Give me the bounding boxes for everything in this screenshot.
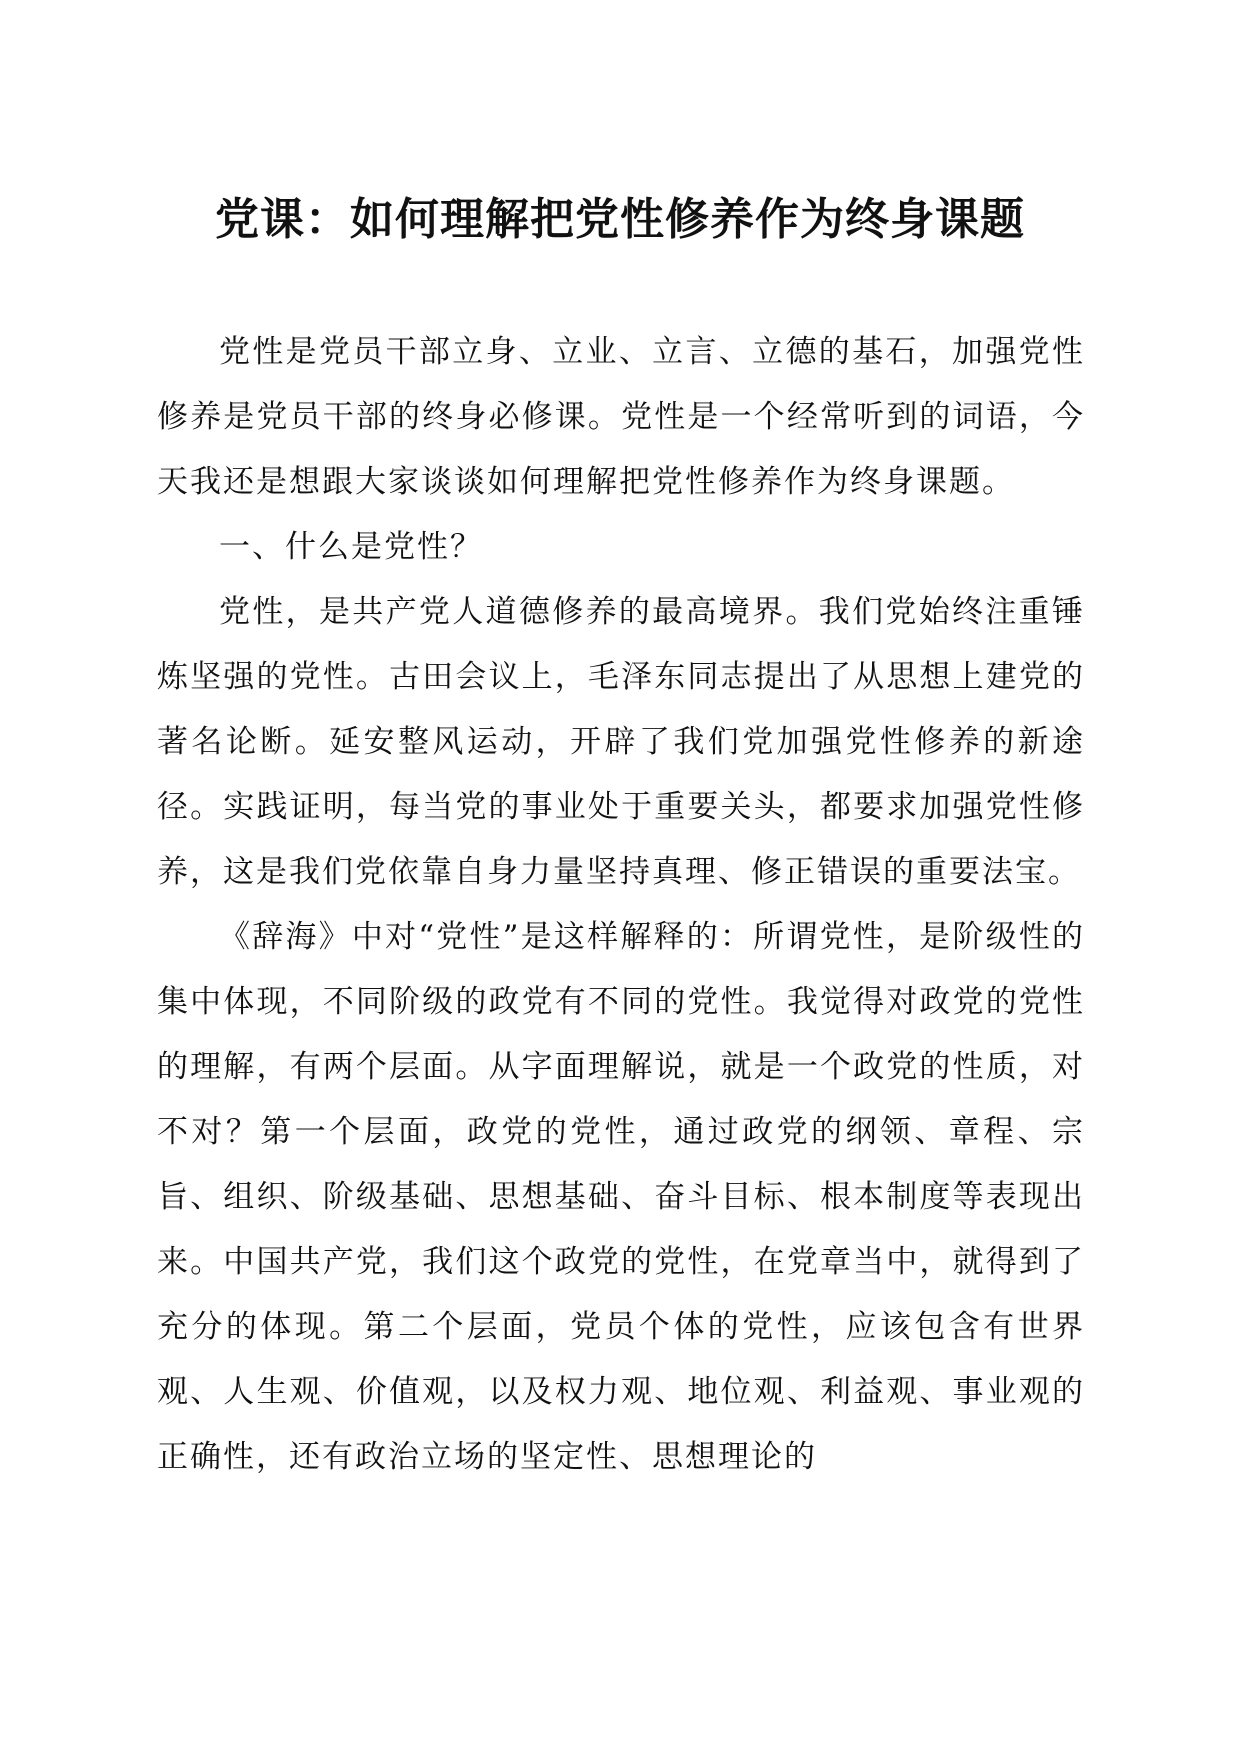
document-body <box>157 320 1085 1490</box>
section-heading-1: 一、什么是党性？ <box>219 529 483 565</box>
paragraph-cihai-definition: 《辞海》中对“党性”是这样解释的：所谓党性，是阶级性的集中体现，不同阶级的政党有不同的党性。我觉得对政党的党性的理解，有两个层面。从字面理解说，就是一个政党的性质，对不对？第一个层面，政党的党性，通过政党的纲领、章程、宗旨、组织、阶级基础、思想基础、奋斗目标、根本制度等表现出来。中国共产党，我们这个政党的党性，在党章当中，就得到了充分的体现。第二个层面，党员个体的党性，应该包含有世界观、人生观、价值观，以及权力观、地位观、利益观、事业观的正确性，还有政治立场的坚定性、思想理论的 <box>157 919 1085 1475</box>
document-title: 党课：如何理解把党性修养作为终身课题 <box>215 194 1025 245</box>
paragraph-party-spirit: 党性，是共产党人道德修养的最高境界。我们党始终注重锤炼坚强的党性。古田会议上，毛泽东同志提出了从思想上建党的著名论断。延安整风运动，开辟了我们党加强党性修养的新途径。实践证明，每当党的事业处于重要关头，都要求加强党性修养，这是我们党依靠自身力量坚持真理、修正错误的重要法宝。 <box>157 594 1085 890</box>
paragraph-intro: 党性是党员干部立身、立业、立言、立德的基石，加强党性修养是党员干部的终身必修课。党性是一个经常听到的词语，今天我还是想跟大家谈谈如何理解把党性修养作为终身课题。 <box>157 334 1085 500</box>
